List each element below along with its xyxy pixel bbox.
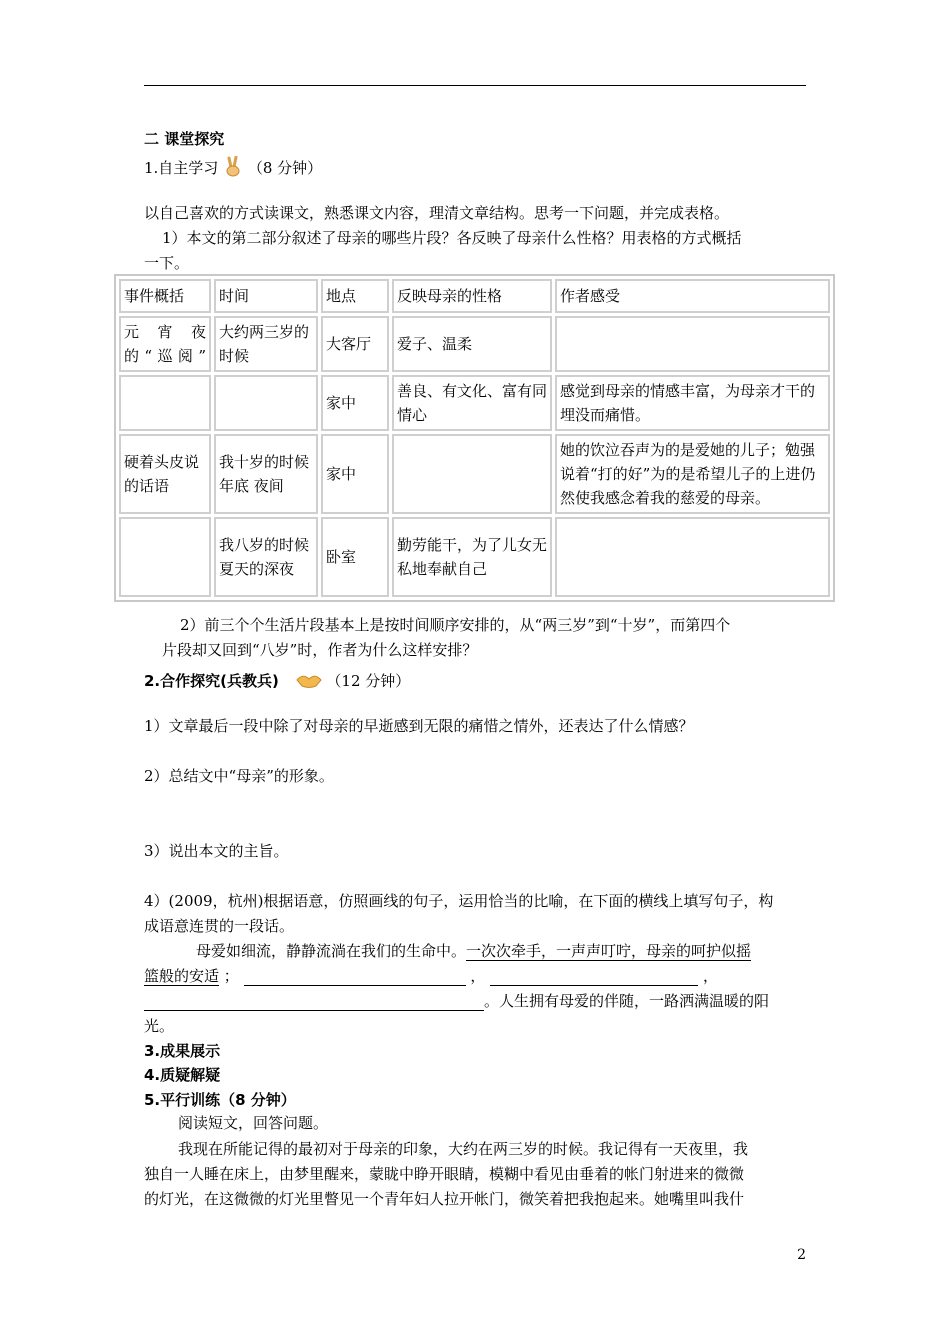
separator: ； bbox=[223, 967, 239, 985]
question-2-line-2: 片段却又回到“八岁”时，作者为什么这样安排？ bbox=[162, 641, 478, 659]
table-cell bbox=[555, 517, 830, 597]
sample-prefix: 母爱如细流，静静流淌在我们的生命中。 bbox=[196, 942, 467, 960]
table-cell: 勤劳能干，为了儿女无私地奉献自己 bbox=[392, 517, 552, 597]
item-3-heading: 3.成果展示 bbox=[144, 1042, 221, 1060]
table-header-cell: 作者感受 bbox=[555, 279, 830, 313]
table-cell: 我八岁的时候 夏天的深夜 bbox=[214, 517, 318, 597]
fill-in-blank-3[interactable] bbox=[144, 992, 484, 1011]
coop-question-2: 2）总结文中“母亲”的形象。 bbox=[144, 767, 334, 785]
table-cell: 元宵夜的“巡阅” bbox=[119, 316, 211, 372]
passage-line-3: 的灯光，在这微微的灯光里瞥见一个青年妇人拉开帐门，微笑着把我抱起来。她嘴里叫我什 bbox=[144, 1190, 745, 1208]
item-5-heading: 5.平行训练（8 分钟） bbox=[144, 1091, 296, 1109]
page-number: 2 bbox=[797, 1247, 806, 1263]
table-cell: 感觉到母亲的情感丰富，为母亲才干的埋没而痛惜。 bbox=[555, 375, 830, 431]
sample-sentence-line-1 bbox=[196, 940, 751, 961]
coop-time: （12 分钟） bbox=[326, 672, 411, 690]
sample-underlined-part-2: 篮般的安适 bbox=[144, 967, 220, 985]
table-row bbox=[119, 375, 830, 431]
header-rule bbox=[144, 85, 806, 86]
table-cell: 爱子、温柔 bbox=[392, 316, 552, 372]
coop-question-3: 3）说出本文的主旨。 bbox=[144, 842, 289, 860]
table-cell: 我十岁的时候 年底 夜间 bbox=[214, 434, 318, 514]
fill-in-blank-1[interactable] bbox=[244, 967, 466, 986]
intro-text: 以自己喜欢的方式读课文，熟悉课文内容，理清文章结构。思考一下问题，并完成表格。 bbox=[144, 204, 730, 222]
passage-line-2: 独自一人睡在床上，由梦里醒来，蒙眬中睁开眼睛，模糊中看见由垂着的帐门射进来的微微 bbox=[144, 1165, 745, 1183]
coop-label: 2.合作探究(兵教兵) bbox=[144, 672, 279, 690]
separator: ， bbox=[470, 967, 486, 985]
table-cell bbox=[214, 375, 318, 431]
sample-underlined-part-1: 一次次牵手，一声声叮咛，母亲的呵护似摇 bbox=[466, 942, 752, 960]
table-cell bbox=[119, 517, 211, 597]
coop-question-1: 1）文章最后一段中除了对母亲的早逝感到无限的痛惜之情外，还表达了什么情感？ bbox=[144, 717, 694, 735]
sample-ending: 。人生拥有母爱的伴随，一路洒满温暖的阳 bbox=[484, 992, 770, 1010]
question-1-line-1: 1）本文的第二部分叙述了母亲的哪些片段？各反映了母亲什么性格？用表格的方式概括 bbox=[162, 229, 742, 247]
coop-question-4-line-2: 成语意连贯的一段话。 bbox=[144, 917, 295, 935]
item-4-heading: 4.质疑解疑 bbox=[144, 1066, 221, 1084]
question-2-line-1: 2）前三个个生活片段基本上是按时间顺序安排的，从“两三岁”到“十岁”，而第四个 bbox=[180, 616, 731, 634]
table-cell: 大约两三岁的时候 bbox=[214, 316, 318, 372]
victory-hand-icon bbox=[223, 156, 243, 182]
table-row bbox=[119, 517, 830, 597]
coop-heading bbox=[144, 670, 410, 693]
table-cell: 善良、有文化、富有同情心 bbox=[392, 375, 552, 431]
self-study-time: （8 分钟） bbox=[247, 159, 323, 177]
coop-question-4-line-1: 4）(2009，杭州)根据语意，仿照画线的句子，运用恰当的比喻，在下面的横线上填写句子，构 bbox=[144, 892, 774, 910]
table-cell: 家中 bbox=[321, 375, 389, 431]
section-title: 二 课堂探究 bbox=[144, 130, 225, 148]
table-cell bbox=[555, 316, 830, 372]
passage-line-1: 我现在所能记得的最初对于母亲的印象，大约在两三岁的时候。我记得有一天夜里，我 bbox=[178, 1140, 749, 1158]
table-row bbox=[119, 316, 830, 372]
table-cell bbox=[392, 434, 552, 514]
table-cell: 她的饮泣吞声为的是爱她的儿子；勉强说着“打的好”为的是希望儿子的上进仍然使我感念着我的慈爱的母亲。 bbox=[555, 434, 830, 514]
table-header-cell: 事件概括 bbox=[119, 279, 211, 313]
table-cell: 大客厅 bbox=[321, 316, 389, 372]
summary-table bbox=[114, 274, 835, 602]
table-header-row bbox=[119, 279, 830, 313]
reading-instruction: 阅读短文，回答问题。 bbox=[178, 1114, 329, 1132]
table-row bbox=[119, 434, 830, 514]
self-study-heading bbox=[144, 156, 322, 182]
table-cell bbox=[119, 375, 211, 431]
separator: ， bbox=[702, 967, 718, 985]
table-cell: 卧室 bbox=[321, 517, 389, 597]
question-1-line-2: 一下。 bbox=[144, 254, 190, 272]
sample-sentence-line-2 bbox=[144, 965, 718, 986]
table-cell: 硬着头皮说的话语 bbox=[119, 434, 211, 514]
fill-in-blank-2[interactable] bbox=[490, 967, 698, 986]
table-header-cell: 反映母亲的性格 bbox=[392, 279, 552, 313]
sample-sentence-line-4: 光。 bbox=[144, 1017, 175, 1035]
sample-sentence-line-3 bbox=[144, 990, 769, 1011]
self-study-label: 1.自主学习 bbox=[144, 159, 219, 177]
table-cell: 家中 bbox=[321, 434, 389, 514]
handshake-icon bbox=[296, 671, 322, 693]
table-header-cell: 时间 bbox=[214, 279, 318, 313]
table-header-cell: 地点 bbox=[321, 279, 389, 313]
